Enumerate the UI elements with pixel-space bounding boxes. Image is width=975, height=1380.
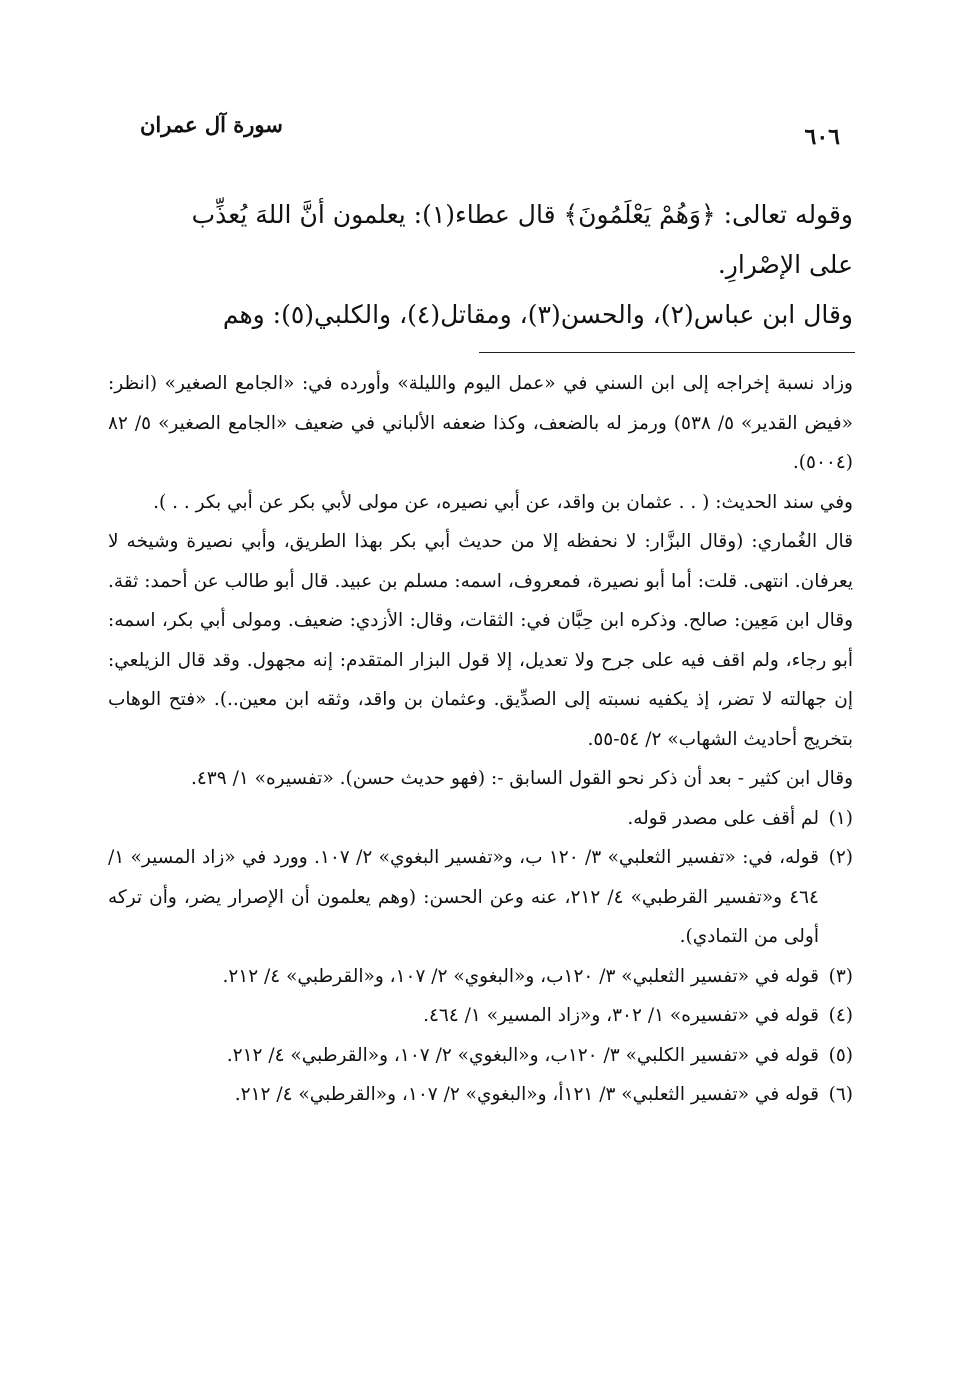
continuation-paragraph: وقال ابن كثير - بعد أن ذكر نحو القول السابق -: (فهو حديث حسن). «تفسيره» ١/ ٤٣٩. bbox=[190, 768, 853, 789]
continuation-paragraph: قال الغُماري: (وقال البزَّار: لا نحفظه إلا من حديث أبي بكر بهذا الطريق، وأبي نصيرة وشيخه لا يعرفان. انتهى. قلت: أما أبو نصيرة، فمعروف، اسمه: مسلم بن عبيد. قال أبو طالب عن أحمد: ثقة. وقال ابن مَعِين: صالح. وذكره ابن حِبَّان في: الثقات، وقال: الأزدي: ضعيف. ومولى أبي بكر، اسمه: أبو رجاء، ولم اقف فيه على جرح ولا تعديل، إلا قول البزار المتقدم: إنه مجهول. وقد قال الزيلعي: إن جهالته لا تضر، إذ يكفيه نسبته إلى الصدِّيق. وعثمان بن واقد، وثقه ابن معين..). «فتح الوهاب بتخريج أحاديث الشهاب» ٢/ ٥٤-٥٥. bbox=[108, 531, 853, 750]
footnote-3 bbox=[108, 957, 853, 997]
footnote-separator bbox=[479, 352, 855, 353]
continuation-paragraph: وفي سند الحديث: ( . . عثمان بن واقد، عن أبي نصيره، عن مولى لأبي بكر عن أبي بكر . . ). bbox=[153, 491, 853, 513]
footnote-text: قوله في «تفسير الثعلبي» ٣/ ١٢١أ، و«البغوي» ٢/ ١٠٧، و«القرطبي» ٤/ ٢١٢. bbox=[234, 1084, 819, 1105]
main-line-2: على الإصْرارِ. bbox=[717, 250, 853, 279]
continuation-paragraph: وزاد نسبة إخراجه إلى ابن السني في «عمل اليوم والليلة» وأورده في: «الجامع الصغير» (انظر: «فيض القدير» ٥/ ٥٣٨) ورمز له بالضعف، وكذا ضعفه الألباني في ضعيف «الجامع الصغير» ٥/ ٨٢ (٥٠٠٤). bbox=[108, 373, 853, 473]
footnote-4 bbox=[108, 996, 853, 1036]
surah-title: سورة آل عمران bbox=[140, 112, 283, 137]
footnote-number: (٥) bbox=[828, 1044, 853, 1066]
footnote-text: قوله في «تفسيره» ١/ ٣٠٢، و«زاد المسير» ١/ ٤٦٤. bbox=[423, 1005, 819, 1026]
page-number: ٦٠٦ bbox=[804, 124, 840, 150]
page-header bbox=[140, 112, 840, 152]
footnote-number: (٤) bbox=[828, 1005, 853, 1026]
footnote-text: قوله، في: «تفسير الثعلبي» ٣/ ١٢٠ ب، و«تفسير البغوي» ٢/ ١٠٧. وورد في «زاد المسير» ١/ ٤٦٤ و«تفسير القرطبي» ٤/ ٢١٢، عنه وعن الحسن: (وهم يعلمون أن الإصرار يضر، وأن تركه أولى من التمادي). bbox=[108, 847, 819, 947]
main-text bbox=[118, 190, 853, 340]
footnote-number: (٢) bbox=[828, 847, 853, 868]
footnote-number: (١) bbox=[828, 807, 853, 829]
footnote-6 bbox=[108, 1075, 853, 1115]
footnote-5 bbox=[108, 1036, 853, 1076]
footnote-2 bbox=[108, 838, 853, 957]
footnote-number: (٦) bbox=[828, 1084, 853, 1105]
footnote-text: لم أقف على مصدر قوله. bbox=[627, 807, 819, 829]
footnote-text: قوله في «تفسير الكلبي» ٣/ ١٢٠ب، و«البغوي» ٢/ ١٠٧، و«القرطبي» ٤/ ٢١٢. bbox=[226, 1044, 819, 1066]
footnote-number: (٣) bbox=[828, 965, 853, 987]
footnote-1 bbox=[108, 799, 853, 839]
main-line-3: وقال ابن عباس(٢)، والحسن(٣)، ومقاتل(٤)، والكلبي(٥): وهم bbox=[222, 300, 853, 329]
footnote-text: قوله في «تفسير الثعلبي» ٣/ ١٢٠ب، و«البغوي» ٢/ ١٠٧، و«القرطبي» ٤/ ٢١٢. bbox=[222, 965, 819, 987]
footnotes bbox=[108, 364, 853, 1115]
main-line-1: وقوله تعالى: ﴿وَهُمْ يَعْلَمُونَ﴾ قال عطاء(١): يعلمون أنَّ اللهَ يُعذِّب bbox=[191, 200, 853, 229]
